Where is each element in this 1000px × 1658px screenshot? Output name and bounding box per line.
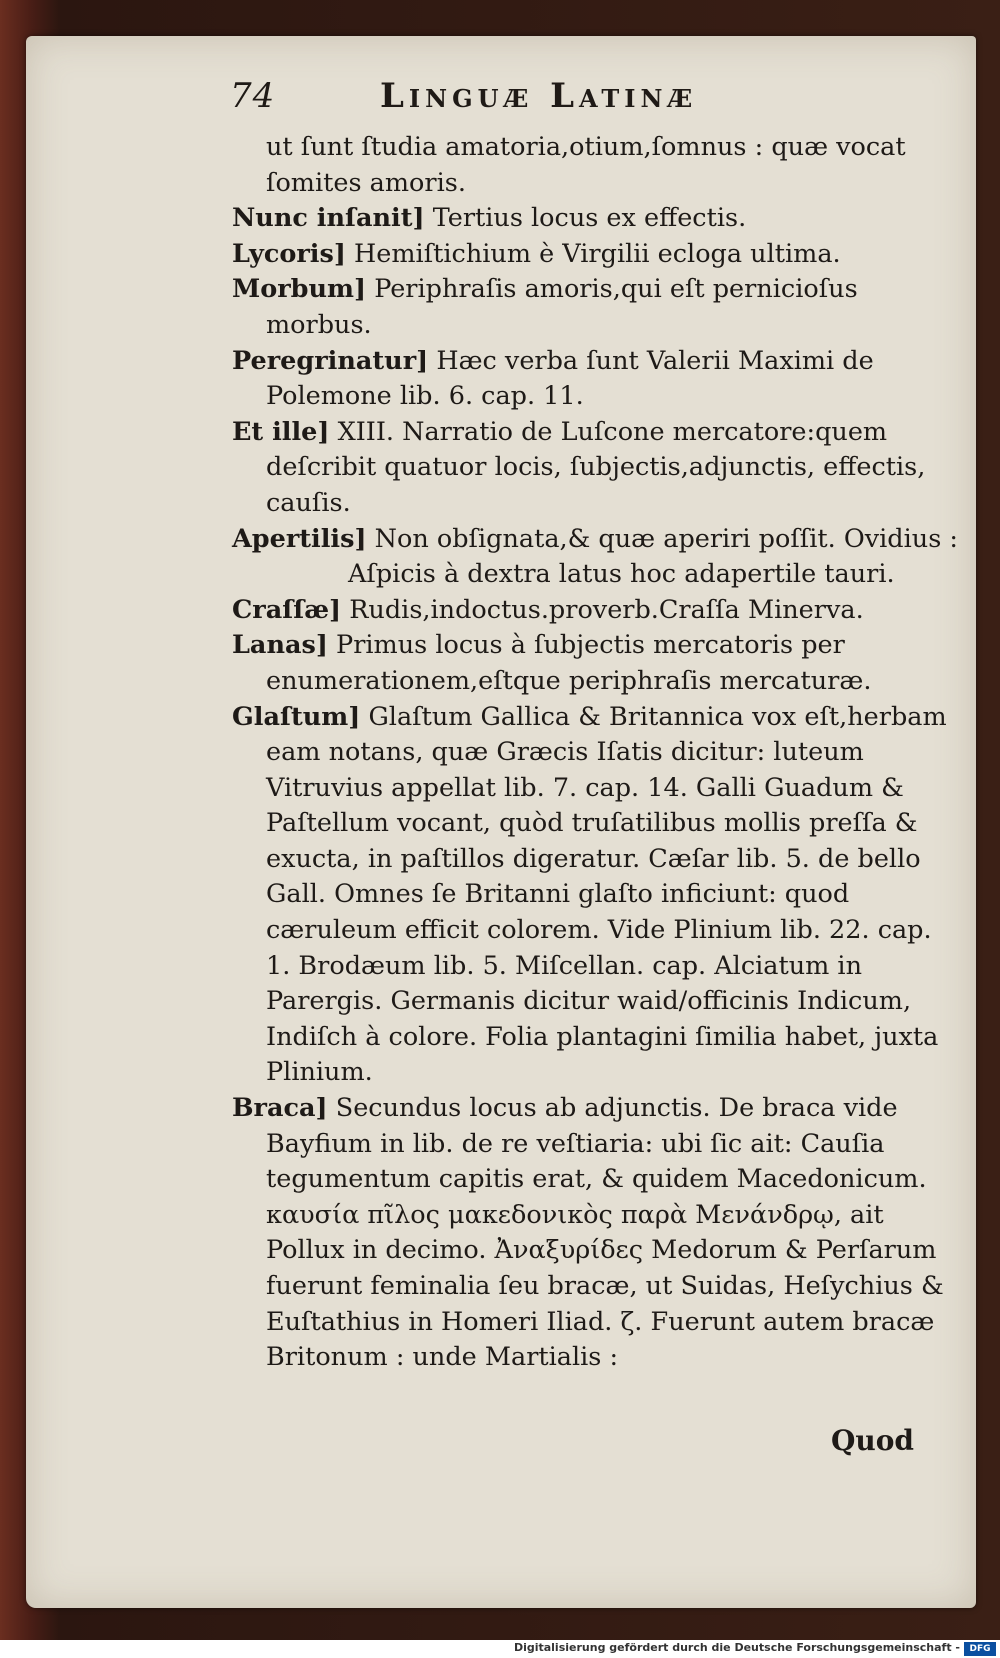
- lemma: Braca]: [232, 1093, 328, 1124]
- lemma: Apertilis]: [232, 523, 367, 554]
- lemma: Et ille]: [232, 416, 330, 447]
- lemma: Craſſæ]: [232, 594, 342, 625]
- page-text: [232, 130, 960, 1376]
- commentary-entry: [232, 593, 960, 629]
- running-head: Linguæ Latinæ: [380, 76, 698, 116]
- lemma: Glaſtum]: [232, 701, 361, 732]
- text-line: [232, 130, 960, 201]
- entry-text: Secundus locus ab adjunctis. De braca vide Bayfium in lib. de re veſtiaria: ubi ſic ait: Cauſia tegumentum capitis erat, & quidem Macedonicum. καυσία πῖλος μακεδονικὸς παρὰ Μενάνδρῳ, ait Pollux in decimo. Ἀναξυρίδες Medorum & Perſarum fuerunt feminalia ſeu bracæ, ut Suidas, Heſychius & Euſtathius in Homeri Iliad. ζ. Fuerunt autem bracæ Britonum : unde Martialis :: [266, 1093, 944, 1373]
- lemma: Nunc inſanit]: [232, 203, 425, 234]
- lemma: Lanas]: [232, 630, 328, 661]
- lemma: Lycoris]: [232, 238, 346, 269]
- lemma: Morbum]: [232, 274, 367, 305]
- entry-text: Rudis,indoctus.proverb.Craſſa Minerva.: [349, 594, 864, 625]
- verse-quotation: [232, 557, 960, 593]
- entry-text: Periphraſis amoris,qui eſt pernicioſus morbus.: [266, 274, 858, 340]
- commentary-entry: [232, 628, 960, 699]
- entry-text: Hemiſtichium è Virgilii ecloga ultima.: [354, 238, 841, 269]
- entry-text: XIII. Narratio de Luſcone mercatore:quem deſcribit quatuor locis, ſubjectis,adjunctis, effectis, cauſis.: [266, 416, 926, 518]
- entry-text: Non obſignata,& quæ aperiri poſſit. Ovidius :: [374, 523, 958, 554]
- page-number: 74: [230, 76, 276, 116]
- commentary-entry: [232, 522, 960, 558]
- entry-text: Tertius locus ex effectis.: [432, 203, 747, 234]
- footer-credit: Digitalisierung gefördert durch die Deutsche Forschungsgemeinschaft -: [513, 1641, 960, 1654]
- entry-text: Hæc verba ſunt Valerii Maximi de Polemone lib. 6. cap. 11.: [266, 345, 874, 412]
- entry-text: ut ſunt ſtudia amatoria,otium,ſomnus : quæ vocat ſomites amoris.: [266, 132, 906, 198]
- dfg-logo: DFG: [964, 1642, 996, 1656]
- commentary-entry: [232, 1091, 960, 1376]
- commentary-entry: [232, 344, 960, 415]
- commentary-entry: [232, 415, 960, 522]
- catchword: Quod: [830, 1424, 914, 1457]
- commentary-entry: [232, 272, 960, 343]
- lemma: Peregrinatur]: [232, 345, 429, 376]
- entry-text: Glaſtum Gallica & Britannica vox eſt,herbam eam notans, quæ Græcis Iſatis dicitur: luteum Vitruvius appellat lib. 7. cap. 14. Galli Guadum & Paſtellum vocant, quòd truſatilibus mollis preſſa & exucta, in paſtillos digeratur. Cæſar lib. 5. de bello Gall. Omnes ſe Britanni glaſto inficiunt: quod cæruleum efficit colorem. Vide Plinium lib. 22. cap. 1. Brodæum lib. 5. Miſcellan. cap. Alciatum in Parergis. Germanis dicitur waid/officinis Indicum, Indiſch à colore. Folia plantagini ſimilia habet, juxta Plinium.: [266, 701, 947, 1088]
- quote-text: Aſpicis à dextra latus hoc adapertile tauri.: [348, 559, 895, 590]
- page-header: [230, 76, 960, 120]
- commentary-entry: [232, 237, 960, 273]
- entry-text: Primus locus à ſubjectis mercatoris per enumerationem,eſtque periphraſis mercaturæ.: [266, 630, 872, 696]
- commentary-entry: [232, 700, 960, 1092]
- commentary-entry: [232, 201, 960, 237]
